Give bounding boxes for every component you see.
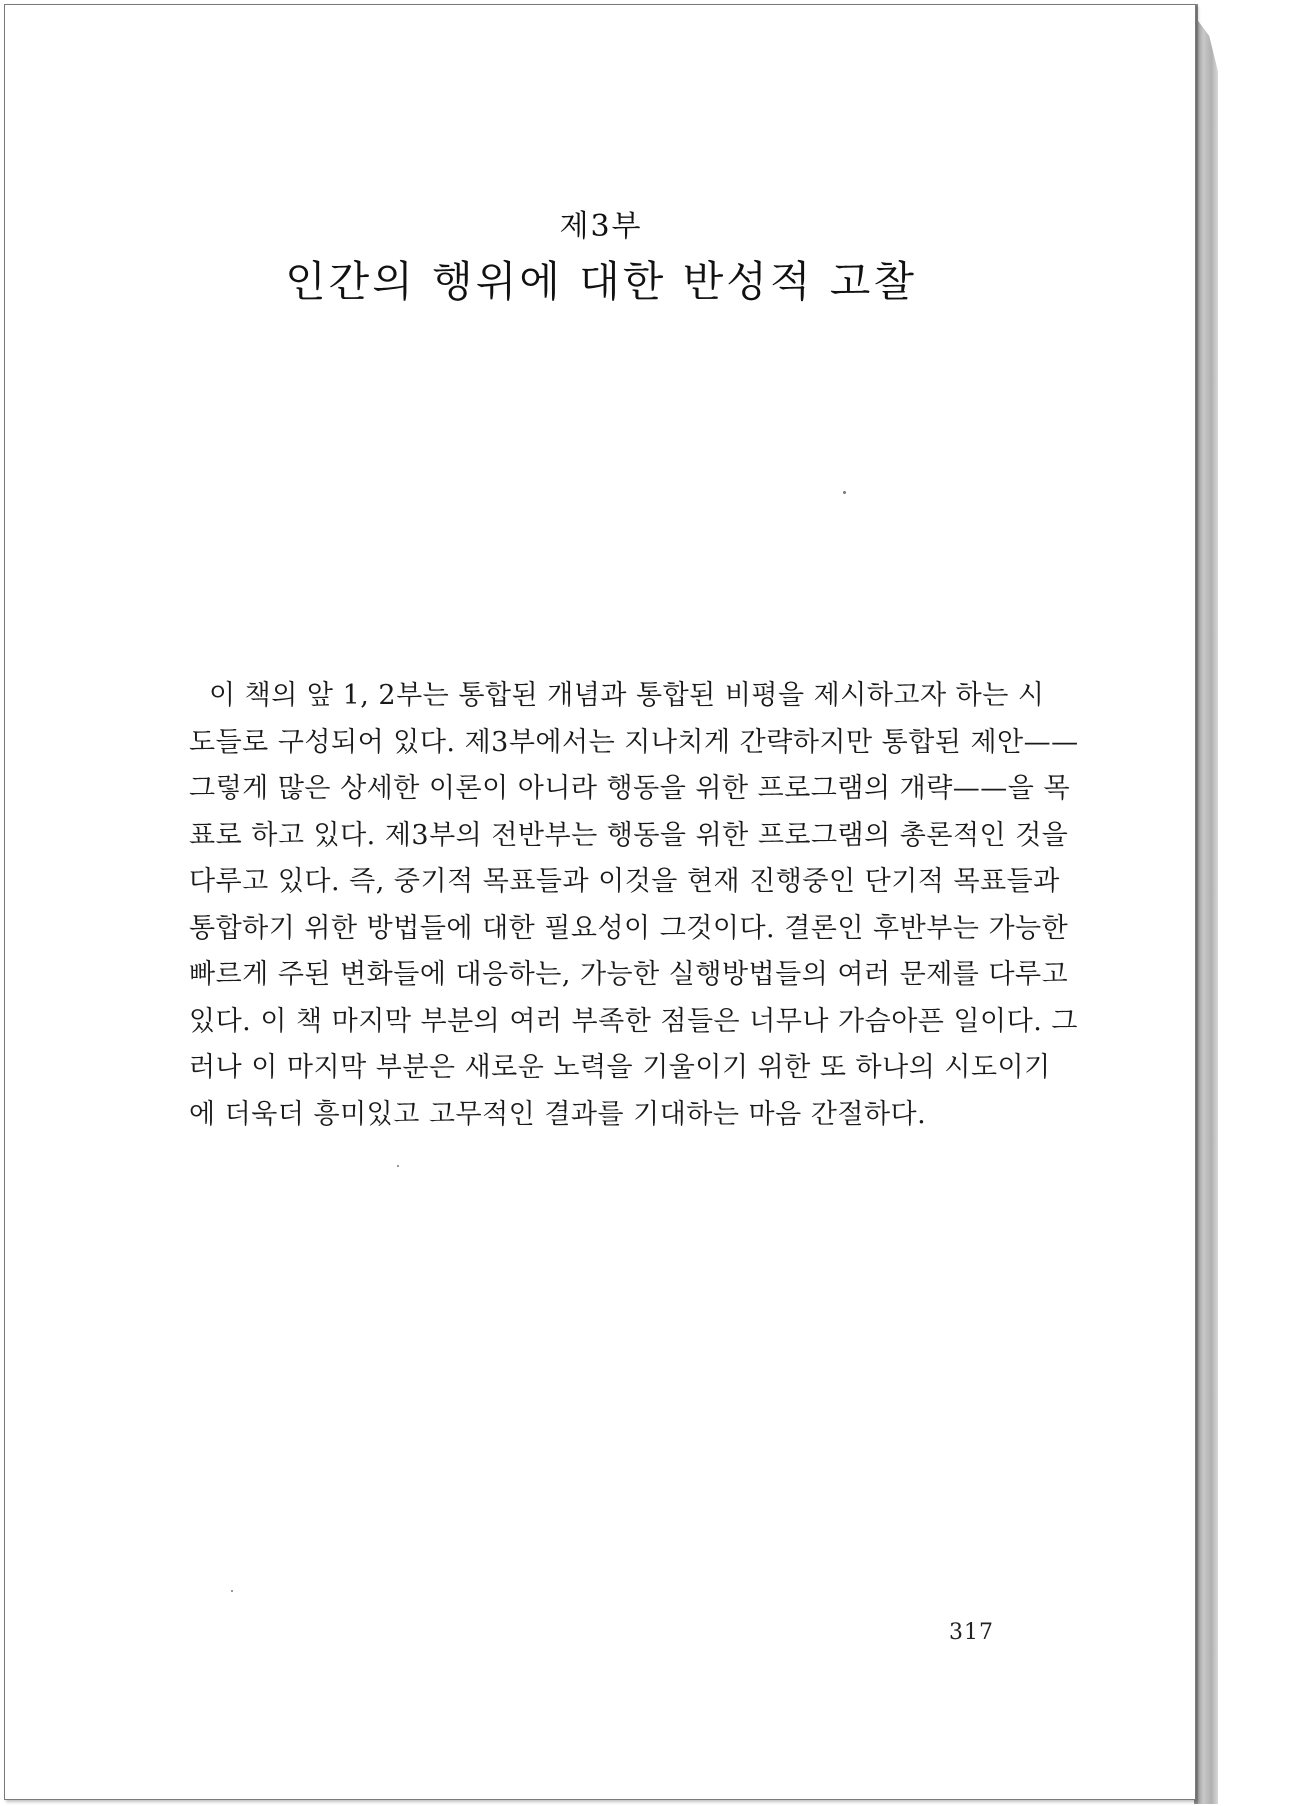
body-paragraph xyxy=(189,673,1079,1138)
body-line: 그렇게 많은 상세한 이론이 아니라 행동을 위한 프로그램의 개략——을 목 xyxy=(189,773,1071,804)
body-line: 도들로 구성되어 있다. 제3부에서는 지나치게 간략하지만 통합된 제안—— xyxy=(189,726,1079,758)
scan-speck xyxy=(397,1165,399,1167)
body-line: 표로 하고 있다. 제3부의 전반부는 행동을 위한 프로그램의 총론적인 것을 xyxy=(189,819,1069,851)
body-line: 빠르게 주된 변화들에 대응하는, 가능한 실행방법들의 여러 문제를 다루고 xyxy=(189,959,1069,990)
part-label: 제3부 xyxy=(559,209,643,244)
scan-speck xyxy=(231,1590,233,1592)
book-page xyxy=(4,4,1196,1800)
part-title: 인간의 행위에 대한 반성적 고찰 xyxy=(285,257,917,306)
body-line: 러나 이 마지막 부분은 새로운 노력을 기울이기 위한 또 하나의 시도이기 xyxy=(189,1052,1051,1083)
body-line: 에 더욱더 흥미있고 고무적인 결과를 기대하는 마음 간절하다. xyxy=(189,1098,927,1130)
page-number: 317 xyxy=(949,1620,994,1645)
body-line: 통합하기 위한 방법들에 대한 필요성이 그것이다. 결론인 후반부는 가능한 xyxy=(189,912,1069,944)
body-line: 다루고 있다. 즉, 중기적 목표들과 이것을 현재 진행중인 단기적 목표들과 xyxy=(189,866,1060,897)
scan-speck xyxy=(843,491,846,494)
body-line: 있다. 이 책 마지막 부분의 여러 부족한 점들은 너무나 가슴아픈 일이다. 그 xyxy=(189,1005,1078,1037)
body-line: 이 책의 앞 1, 2부는 통합된 개념과 통합된 비평을 제시하고자 하는 시 xyxy=(209,680,1045,711)
page-edge-shadow xyxy=(1196,18,1218,1804)
